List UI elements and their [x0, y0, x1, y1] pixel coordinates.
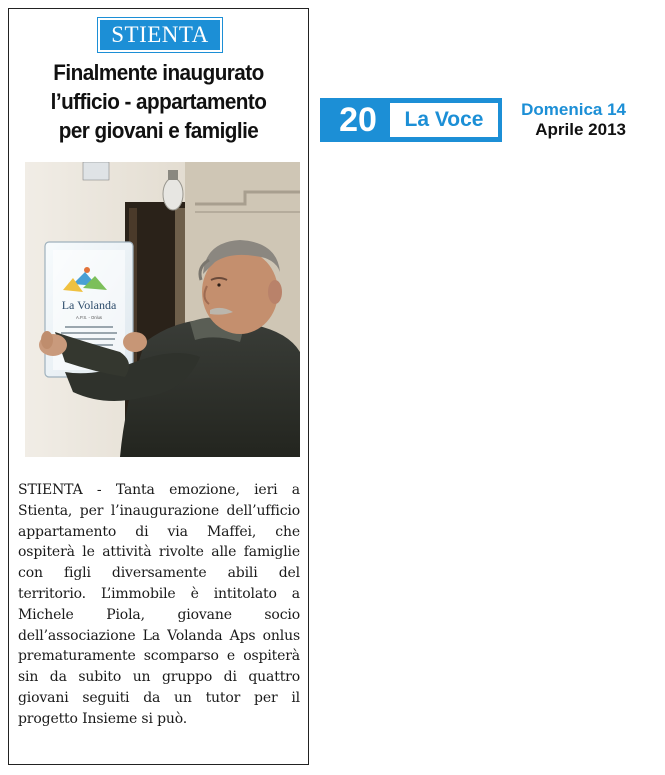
headline-line-2: l’ufficio - appartamento [50, 89, 267, 114]
photo-illustration [25, 162, 300, 457]
issue-date-day: Domenica 14 [521, 100, 626, 119]
page-banner [320, 98, 502, 142]
issue-date [508, 100, 626, 140]
article-headline [26, 58, 292, 145]
plaque-title: La Volanda [61, 298, 117, 312]
article-body: STIENTA - Tanta emozione, ieri a Stienta, per l’inaugurazione dell’ufficio appartamento di via Maffei, che ospiterà le attività rivolte alle famiglie con figli diversamente abili del territorio. L’immobile è intitolato a Michele Piola, giovane socio dell’associazione La Volanda Aps onlus prematuramente scomparso e ospiterà sin da subito un gruppo di quattro giovani seguiti da un tutor per il progetto Insieme si può. [18, 482, 300, 727]
newspaper-name: La Voce [390, 103, 498, 137]
issue-date-month-year: Aprile 2013 [535, 120, 626, 139]
page-masthead [320, 98, 628, 146]
headline-line-3: per giovani e famiglie [58, 118, 259, 143]
article-photo [25, 162, 300, 457]
plaque-subtitle: A.P.S. - Onlus [76, 315, 102, 320]
page-number: 20 [339, 101, 377, 139]
headline-line-1: Finalmente inaugurato [53, 60, 264, 85]
section-label: STIENTA [98, 18, 222, 52]
